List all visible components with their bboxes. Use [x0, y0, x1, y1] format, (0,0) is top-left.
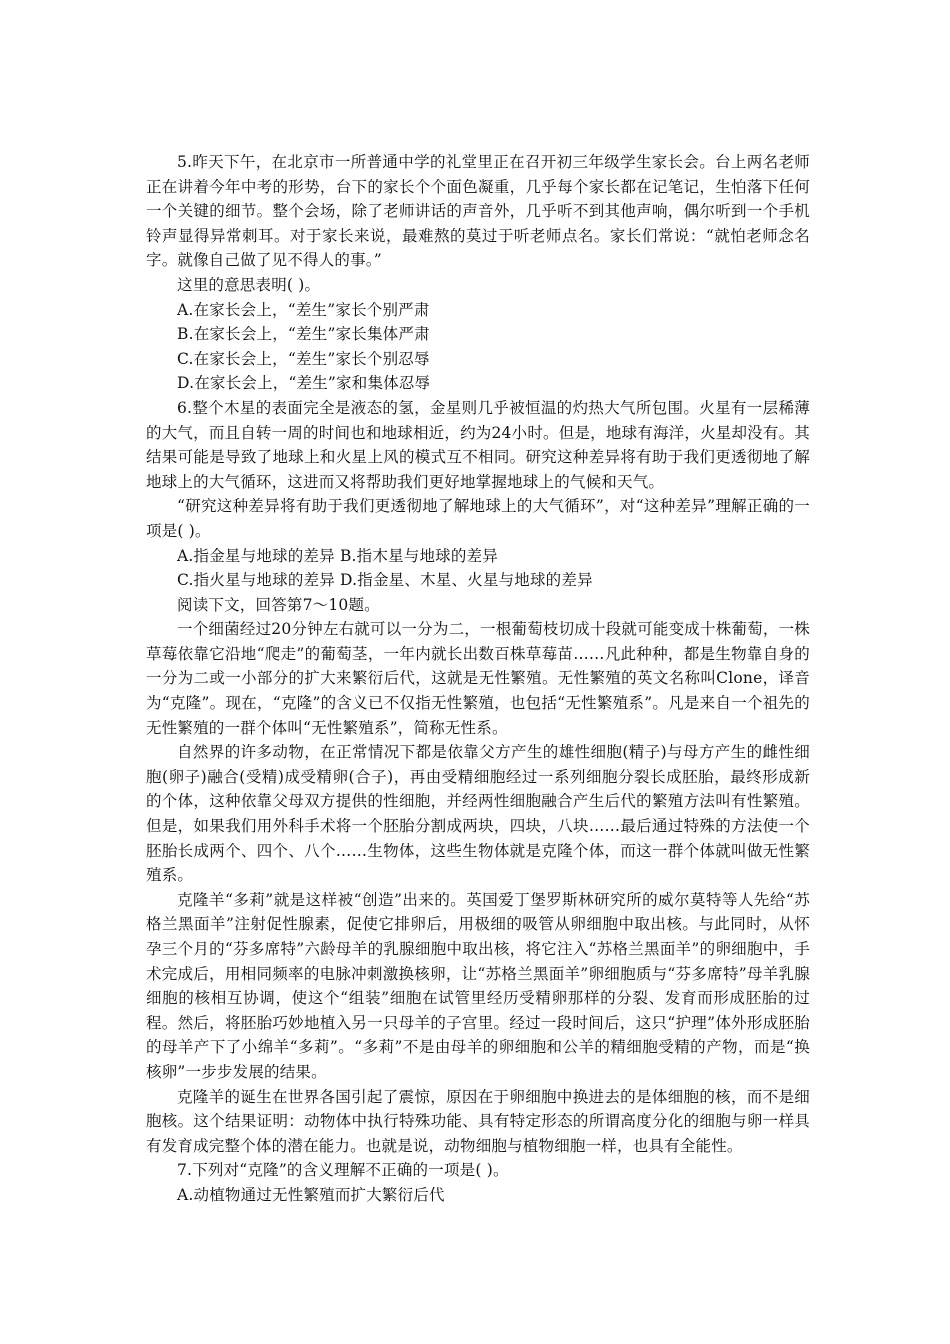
question-5-option-a: A.在家长会上，“差生”家长个别严肃: [177, 300, 430, 319]
question-5-stem: 5.昨天下午，在北京市一所普通中学的礼堂里正在召开初三年级学生家长会。台上两名老师正在讲着今年中考的形势，台下的家长个个面色凝重，几乎每个家长都在记笔记，生怕落下任何一个关键的细节。整个会场，除了老师讲话的声音外，几乎听不到其他声响，偶尔听到一个手机铃声显得异常刺耳。对于家长来说，最难熬的莫过于听老师点名。家长们常说：“就怕老师念名字。就像自己做了见不得人的事。”: [146, 153, 810, 270]
reading-instruction: 阅读下文，回答第7～10题。: [177, 595, 380, 614]
question-5-option-d: D.在家长会上，“差生”家和集体忍辱: [177, 374, 431, 393]
reading-paragraph-4: 克隆羊的诞生在世界各国引起了震惊，原因在于卵细胞中换进去的是体细胞的核，而不是细胞核。这个结果证明：动物体中执行特殊功能、具有特定形态的所谓高度分化的细胞与卵一样具有发育成完整个体的潜在能力。也就是说，动物细胞与植物细胞一样，也具有全能性。: [146, 1087, 810, 1155]
question-6-options-cd: C.指火星与地球的差异 D.指金星、木星、火星与地球的差异: [177, 571, 593, 590]
question-5-option-c: C.在家长会上，“差生”家长个别忍辱: [177, 349, 430, 368]
question-6-stem: 6.整个木星的表面完全是液态的氢，金星则几乎被恒温的灼热大气所包围。火星有一层稀薄的大气，而且自转一周的时间也和地球相近，约为24小时。但是，地球有海洋，火星却没有。其结果可能是导致了地球上和火星上风的模式互不相同。研究这种差异将有助于我们更透彻地了解地球上的大气循环，这进而又将帮助我们更好地掌握地球上的气候和天气。: [146, 398, 810, 491]
reading-paragraph-1: 一个细菌经过20分钟左右就可以一分为二，一根葡萄枝切成十段就可能变成十株葡萄，一株草莓依靠它沿地“爬走”的葡萄茎，一年内就长出数百株草莓苗……凡此种种，都是生物靠自身的一分为二或一小部分的扩大来繁衍后代，这就是无性繁殖。无性繁殖的英文名称叫Clone，译音为“克隆”。现在，“克隆”的含义已不仅指无性繁殖，也包括“无性繁殖系”。凡是来自一个祖先的无性繁殖的一群个体叫“无性繁殖系”，简称无性系。: [146, 620, 810, 737]
question-7-stem: 7.下列对“克隆”的含义理解不正确的一项是( )。: [177, 1161, 509, 1180]
question-5-prompt: 这里的意思表明( )。: [177, 275, 321, 294]
question-5-option-b: B.在家长会上，“差生”家长集体严肃: [177, 325, 430, 344]
question-7-option-a: A.动植物通过无性繁殖而扩大繁衍后代: [177, 1185, 445, 1204]
question-6-options-ab: A.指金星与地球的差异 B.指木星与地球的差异: [177, 546, 498, 565]
reading-paragraph-3: 克隆羊“多莉”就是这样被“创造”出来的。英国爱丁堡罗斯林研究所的威尔莫特等人先给“苏格兰黑面羊”注射促性腺素，促使它排卵后，用极细的吸管从卵细胞中取出核。与此同时，从怀孕三个月的“芬多席特”六龄母羊的乳腺细胞中取出核，将它注入“苏格兰黑面羊”的卵细胞中，手术完成后，用相同频率的电脉冲刺激换核卵，让“苏格兰黑面羊”卵细胞质与“芬多席特”母羊乳腺细胞的核相互协调，使这个“组装”细胞在试管里经历受精卵那样的分裂、发育而形成胚胎的过程。然后，将胚胎巧妙地植入另一只母羊的子宫里。经过一段时间后，这只“护理”体外形成胚胎的母羊产下了小绵羊“多莉”。“多莉”不是由母羊的卵细胞和公羊的精细胞受精的产物，而是“换核卵”一步步发展的结果。: [146, 890, 810, 1081]
question-6-prompt: “研究这种差异将有助于我们更透彻地了解地球上的大气循环”，对“这种差异”理解正确的一项是( )。: [146, 497, 810, 540]
document-page: [146, 150, 810, 1208]
reading-paragraph-2: 自然界的许多动物，在正常情况下都是依靠父方产生的雄性细胞(精子)与母方产生的雌性细胞(卵子)融合(受精)成受精卵(合子)，再由受精细胞经过一系列细胞分裂长成胚胎，最终形成新的个体，这种依靠父母双方提供的性细胞，并经两性细胞融合产生后代的繁殖方法叫有性繁殖。但是，如果我们用外科手术将一个胚胎分割成两块，四块，八块……最后通过特殊的方法使一个胚胎长成两个、四个、八个……生物体，这些生物体就是克隆个体，而这一群个体就叫做无性繁殖系。: [146, 743, 810, 885]
